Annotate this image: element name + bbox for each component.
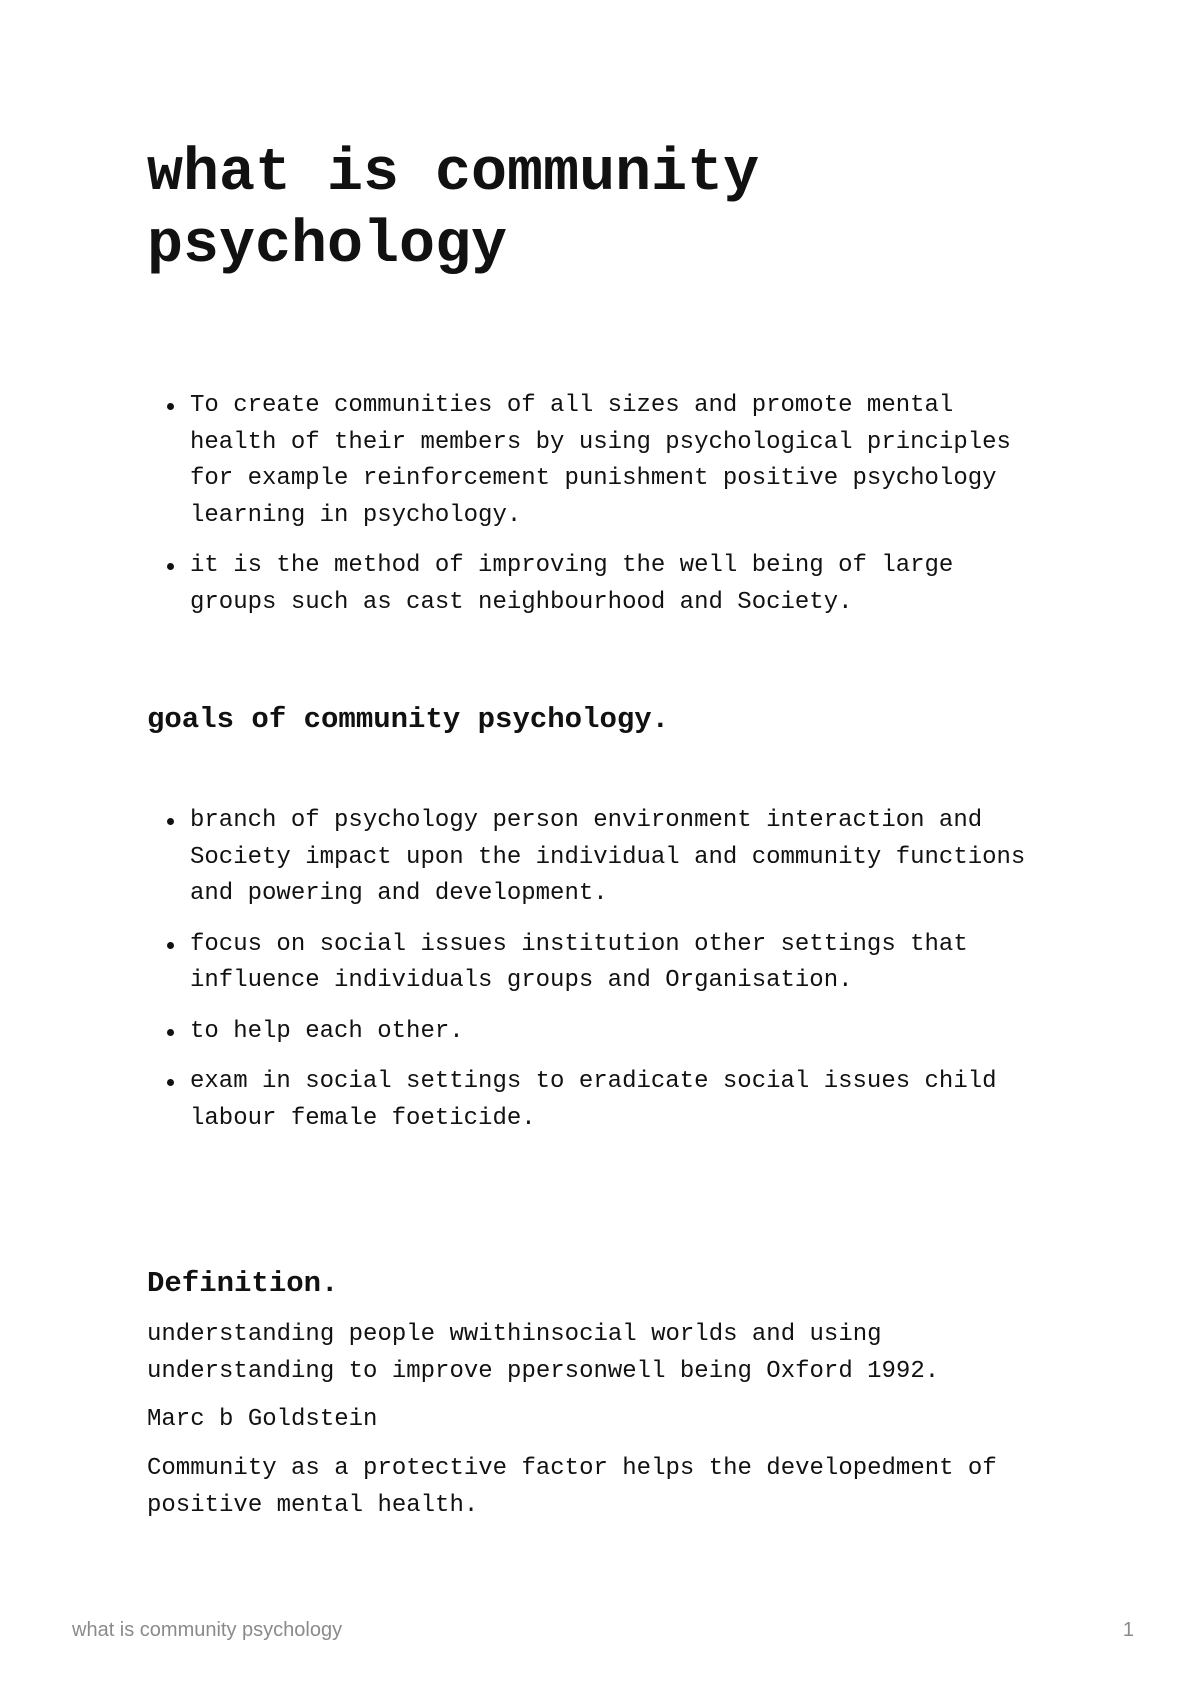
list-item: to help each other. bbox=[190, 1014, 1070, 1051]
page-title: what is community psychology bbox=[147, 140, 760, 280]
definition-text: understanding people wwithinsocial worlds and using understanding to improve ppersonwell being Oxford 1992. bbox=[147, 1321, 940, 1385]
footer-title: what is community psychology bbox=[72, 1619, 343, 1641]
definition-heading: Definition. bbox=[147, 1267, 339, 1300]
list-item: To create communities of all sizes and promote mental health of their members by using psychological principles for example reinforcement punishment positive psychology learning in psychology. bbox=[190, 388, 1070, 534]
definition-author: Marc b Goldstein bbox=[147, 1406, 378, 1433]
goals-bullet-list bbox=[190, 803, 1070, 1151]
list-item: focus on social issues institution other settings that influence individuals groups and Organisation. bbox=[190, 927, 1070, 1000]
list-item: exam in social settings to eradicate social issues child labour female foeticide. bbox=[190, 1064, 1070, 1137]
list-item: branch of psychology person environment interaction and Society impact upon the individual and community functions and powering and development. bbox=[190, 803, 1070, 913]
page-number: 1 bbox=[1122, 1619, 1134, 1641]
definition-note: Community as a protective factor helps the developedment of positive mental health. bbox=[147, 1455, 997, 1519]
intro-bullet-list bbox=[190, 388, 1070, 635]
goals-heading: goals of community psychology. bbox=[147, 703, 670, 736]
list-item: it is the method of improving the well being of large groups such as cast neighbourhood and Society. bbox=[190, 548, 1070, 621]
